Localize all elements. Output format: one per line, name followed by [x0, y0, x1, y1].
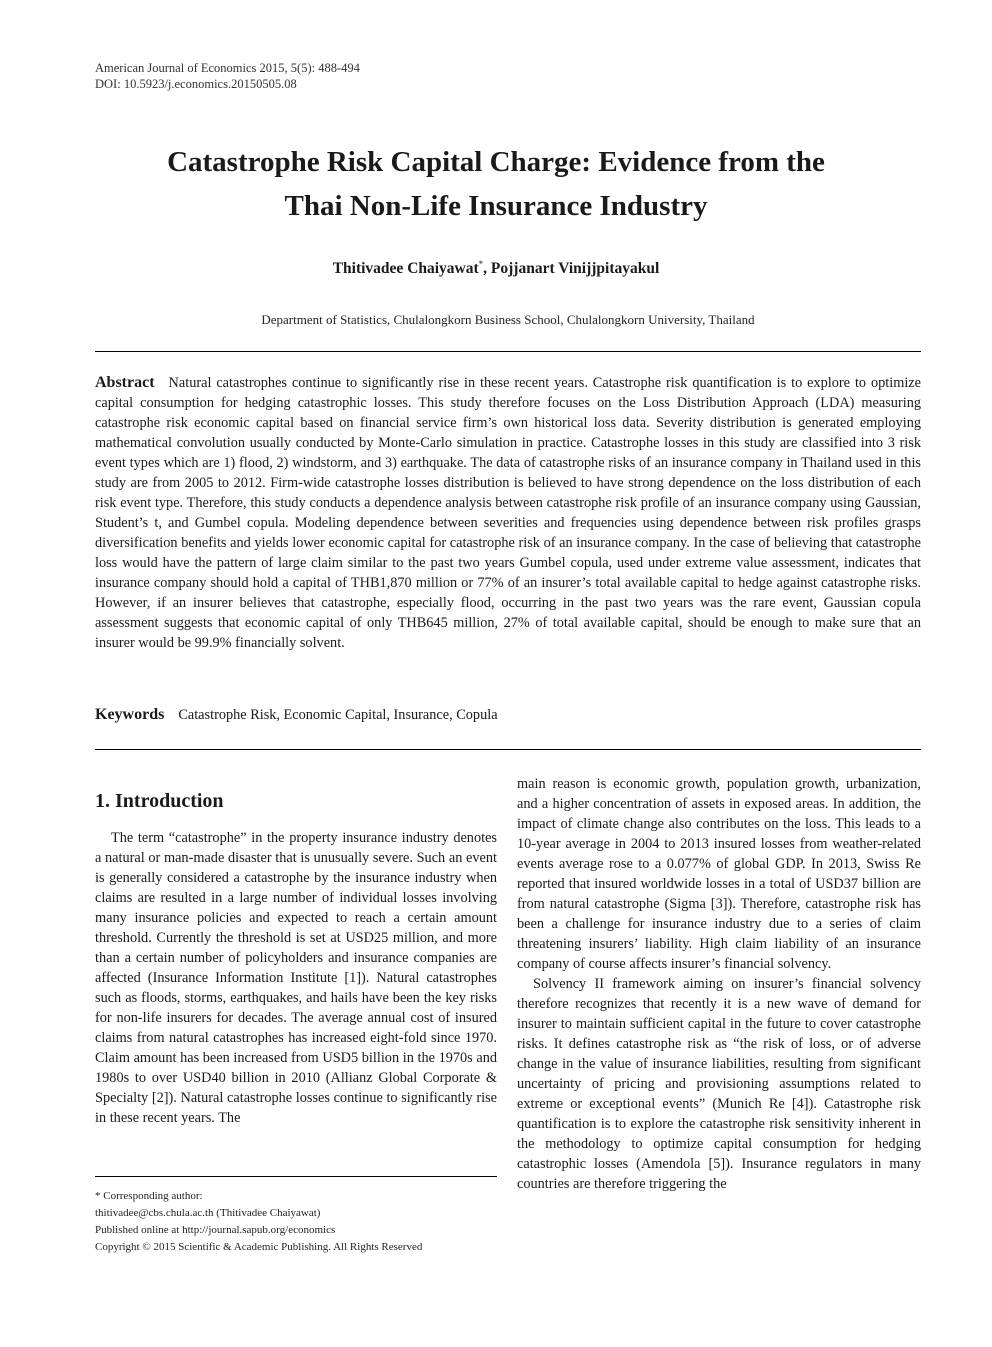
- left-column: [95, 828, 497, 1128]
- author-1: Thitivadee Chaiyawat: [332, 260, 479, 278]
- paper-title: [60, 140, 932, 228]
- keywords-divider: [95, 749, 921, 750]
- footnote-divider: [95, 1176, 497, 1177]
- authors: [0, 259, 992, 278]
- abstract-label: Abstract: [95, 374, 155, 391]
- title-line-2: Thai Non-Life Insurance Industry: [284, 190, 708, 222]
- keywords-text: Catastrophe Risk, Economic Capital, Insurance, Copula: [178, 707, 498, 723]
- footnote: [95, 1188, 422, 1256]
- abstract-text: Natural catastrophes continue to significantly rise in these recent years. Catastrophe risk quantification is to explore to optimize capital consumption for hedging catastrophic losses. This study therefore focuses on the Loss Distribution Approach (LDA) measuring catastrophe risk economic capital based on financial service firm’s own historical loss data. Severity distribution is generated employing mathematical convolution usually conducted by Monte-Carlo simulation in practice. Catastrophe losses in this study are classified into 3 risk event types which are 1) flood, 2) windstorm, and 3) earthquake. The data of catastrophe risks of an insurance company in Thailand used in this study are from 2005 to 2012. Firm-wide catastrophe losses distribution is believed to have strong dependence on the loss distribution of each risk event type. Therefore, this study conducts a dependence analysis between catastrophe risk profile of an insurance company using Gaussian, Student’s t, and Gumbel copula. Modeling dependence between severities and frequencies using dependence between risk profiles grasps diversification benefits and yields lower economic capital for catastrophe risk of an insurance company. In the case of believing that catastrophe loss would have the pattern of large claim similar to the past two years Gumbel copula, used under extreme value assessment, indicates that insurance company should hold a capital of THB1,870 million or 77% of an insurer’s total available capital to hedge against catastrophe risks. However, if an insurer believes that catastrophe, especially flood, occurring in the past two years was the rare event, Gaussian copula assessment suggests that economic capital of only THB645 million, 27% of total available capital, should be enough to make sure that an insurer would be 99.9% financially solvent.: [95, 375, 921, 651]
- intro-paragraph-continued: main reason is economic growth, population growth, urbanization, and a higher concentration of assets in exposed areas. In addition, the impact of climate change also contributes on the loss. This leads to a 10-year average in 2004 to 2013 insured losses from weather-related events average rose to a 0.077% of global GDP. In 2013, Swiss Re reported that insured worldwide losses in a total of USD37 billion are from natural catastrophe (Sigma [3]). Therefore, catastrophe risk has been a challenge for insurance industry due to a series of claim threatening insurers’ liability. High claim liability of an insurance company of course affects insurer’s financial solvency.: [517, 776, 921, 972]
- journal-header: [95, 60, 360, 92]
- corresponding-marker: *: [478, 259, 484, 269]
- keywords: [95, 706, 498, 724]
- right-column: [517, 774, 921, 1194]
- copyright: Copyright © 2015 Scientific & Academic Publishing. All Rights Reserved: [95, 1241, 423, 1253]
- keywords-label: Keywords: [95, 706, 165, 723]
- section-heading: 1. Introduction: [95, 790, 224, 812]
- journal-citation: American Journal of Economics 2015, 5(5): 488-494: [95, 61, 360, 75]
- corresponding-author-label: * Corresponding author:: [95, 1190, 203, 1202]
- published-online: Published online at http://journal.sapub.org/economics: [95, 1224, 336, 1236]
- author-2: , Pojjanart Vinijjpitayakul: [483, 260, 660, 278]
- top-divider: [95, 351, 921, 352]
- author-email: thitivadee@cbs.chula.ac.th (Thitivadee Chaiyawat): [95, 1207, 321, 1219]
- affiliation: Department of Statistics, Chulalongkorn Business School, Chulalongkorn University, Thailand: [261, 312, 755, 327]
- intro-paragraph-2: Solvency II framework aiming on insurer’s financial solvency therefore recognizes that recently it is a new wave of demand for insurer to maintain sufficient capital in the future to cover catastrophe risks. It defines catastrophe risk as “the risk of loss, or of adverse change in the value of insurance liabilities, resulting from significant uncertainty of pricing and provisioning assumptions related to extreme or exceptional events” (Munich Re [4]). Catastrophe risk quantification is to explore the catastrophe risk sensitivity inherent in the methodology to optimize capital consumption for hedging catastrophic losses (Amendola [5]). Insurance regulators in many countries are therefore triggering the: [517, 976, 921, 1192]
- journal-doi: DOI: 10.5923/j.economics.20150505.08: [95, 77, 297, 91]
- title-line-1: Catastrophe Risk Capital Charge: Evidence from the: [167, 146, 825, 178]
- abstract: [95, 373, 921, 653]
- intro-paragraph-1: The term “catastrophe” in the property insurance industry denotes a natural or man-made disaster that is unusually severe. Such an event is generally considered a catastrophe by the insurance industry when claims are resulted in a large number of individual losses involving many insurance policies and expected to reach a certain amount threshold. Currently the threshold is set at USD25 million, and more than a certain number of policyholders and insurance companies are affected (Insurance Information Institute [1]). Natural catastrophes such as floods, storms, earthquakes, and hails have been the key risks for non-life insurers for decades. The average annual cost of insured claims from natural catastrophes has increased eight-fold since 1970. Claim amount has been increased from USD5 billion in the 1970s and 1980s to over USD40 billion in 2010 (Allianz Global Corporate & Specialty [2]). Natural catastrophe losses continue to significantly rise in these recent years. The: [95, 830, 497, 1126]
